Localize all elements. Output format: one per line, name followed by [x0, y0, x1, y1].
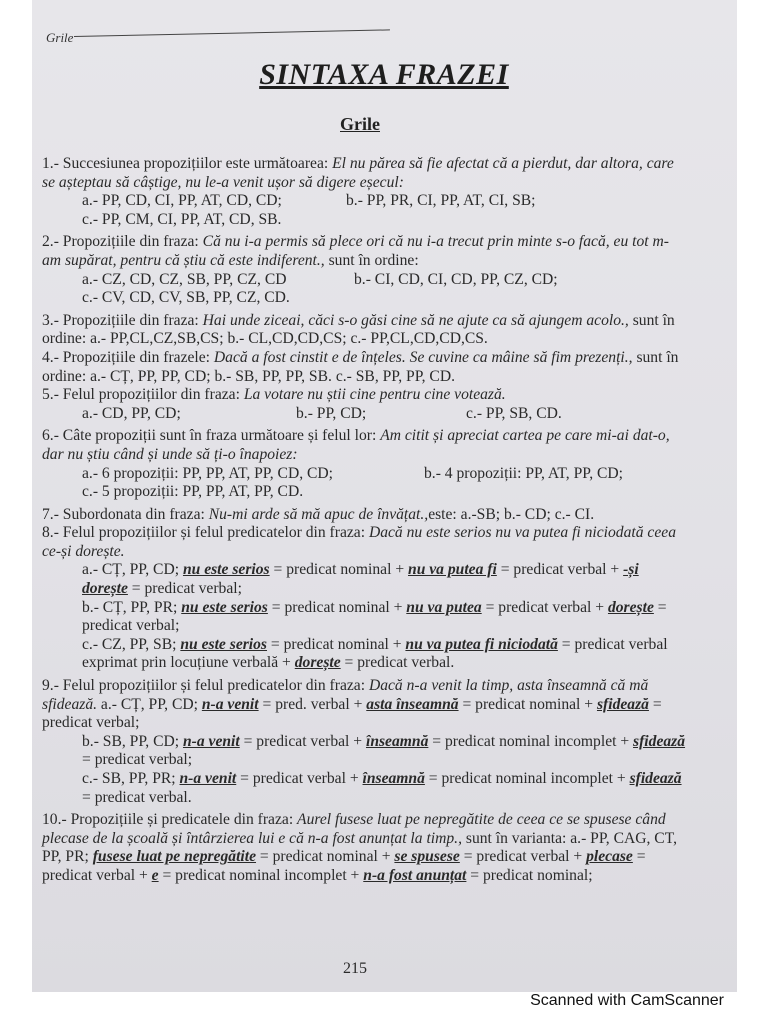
- page-number: 215: [343, 960, 367, 977]
- question-6: 6.- Câte propoziții sunt în fraza următoare și felul lor: Am citit și apreciat cartea pe care mi-ai dat-o, dar nu știu când și unde să ți-o înapoiez:: [42, 427, 670, 463]
- question-4: 4.- Propozițiile din frazele: Dacă a fost cinstit e de înțeles. Se cuvine ca mâine să fim prezenți., sunt în ordine: a.- CȚ, PP, PP, CD; b.- SB, PP, PP, SB. c.- SB, PP, PP, CD.: [42, 348, 679, 385]
- question-2-options: a.- CZ, CD, CZ, SB, PP, CZ, CD b.- CI, CD, CI, CD, PP, CZ, CD;: [82, 270, 558, 288]
- question-5: 5.- Felul propozițiilor din fraza: La votare nu știi cine pentru cine votează.: [42, 386, 506, 404]
- question-5-options: a.- CD, PP, CD; b.- PP, CD; c.- PP, SB, CD.: [82, 404, 562, 422]
- section-subtitle: Grile: [340, 114, 380, 134]
- question-9-option-c: c.- SB, PP, PR; n-a venit = predicat verbal + înseamnă = predicat nominal incomplet + sfidează = predicat verbal.: [82, 770, 682, 806]
- question-8-option-b: b.- CȚ, PP, PR; nu este serios = predicat nominal + nu va putea = predicat verbal + dorește = predicat verbal;: [82, 598, 667, 635]
- question-8: 8.- Felul propozițiilor și felul predicatelor din fraza: Dacă nu este serios nu va putea fi niciodată ceea ce-și dorește.: [42, 524, 676, 560]
- question-1-option-c: c.- PP, CM, CI, PP, AT, CD, SB.: [82, 210, 282, 228]
- question-6-option-c: c.- 5 propoziții: PP, PP, AT, PP, CD.: [82, 483, 304, 501]
- page-title: SINTAXA FRAZEI: [259, 58, 509, 91]
- questions-content: [42, 155, 688, 886]
- question-1-options: a.- PP, CD, CI, PP, AT, CD, CD; b.- PP, PR, CI, PP, AT, CI, SB;: [82, 192, 536, 210]
- question-2-option-c: c.- CV, CD, CV, SB, PP, CZ, CD.: [82, 289, 290, 307]
- header-label: Grile: [46, 30, 74, 45]
- question-7: 7.- Subordonata din fraza: Nu-mi arde să mă apuc de învățat.,este: a.-SB; b.- CD; c.- CI.: [42, 505, 595, 523]
- question-2: 2.- Propozițiile din fraza: Că nu i-a permis să plece ori că nu i-a trecut prin minte s-o facă, eu tot m-am supărat, pentru că știu că este indiferent., sunt în ordine:: [42, 233, 669, 269]
- camscanner-watermark: Scanned with CamScanner: [530, 992, 724, 1009]
- question-1: 1.- Succesiunea propozițiilor este următoarea: El nu părea să fie afectat că a pierdut, dar altora, care se așteptau să câștige, nu le-a venit ușor să digere eșecul:: [42, 155, 674, 191]
- question-6-options: a.- 6 propoziții: PP, PP, AT, PP, CD, CD; b.- 4 propoziții: PP, AT, PP, CD;: [82, 464, 624, 482]
- question-8-option-c: c.- CZ, PP, SB; nu este serios = predicat nominal + nu va putea fi niciodată = predicat verbal exprimat prin locuțiune verbală + dorește = predicat verbal.: [82, 635, 668, 672]
- question-9-option-b: b.- SB, PP, CD; n-a venit = predicat verbal + înseamnă = predicat nominal incomplet + sfidează = predicat verbal;: [82, 732, 686, 769]
- question-3: 3.- Propozițiile din fraza: Hai unde ziceai, căci s-o găsi cine să ne ajute ca să ajungem acolo., sunt în ordine: a.- PP,CL,CZ,SB,CS; b.- CL,CD,CD,CS; c.- PP,CL,CD,CD,CS.: [42, 311, 675, 348]
- question-9: 9.- Felul propozițiilor și felul predicatelor din fraza: Dacă n-a venit la timp, asta înseamnă că mă sfidează. a.- CȚ, PP, CD; n-a venit = pred. verbal + asta înseamnă = predicat nominal + sfidează = predicat verbal;: [42, 677, 662, 732]
- question-8-option-a: a.- CȚ, PP, CD; nu este serios = predicat nominal + nu va putea fi = predicat verbal + -și dorește = predicat verbal;: [82, 561, 639, 598]
- question-10: 10.- Propozițiile și predicatele din fraza: Aurel fusese luat pe nepregătite de ceea ce se spusese când plecase de la școală și întârzierea lui e că n-a fost anunțat la timp., sunt în varianta: a.- PP, CAG, CT, PP, PR; fusese luat pe nepregătite = predicat nominal + se spusese = predicat verbal + plecase = predicat verbal + e = predicat nominal incomplet + n-a fost anunțat = predicat nominal;: [42, 811, 677, 884]
